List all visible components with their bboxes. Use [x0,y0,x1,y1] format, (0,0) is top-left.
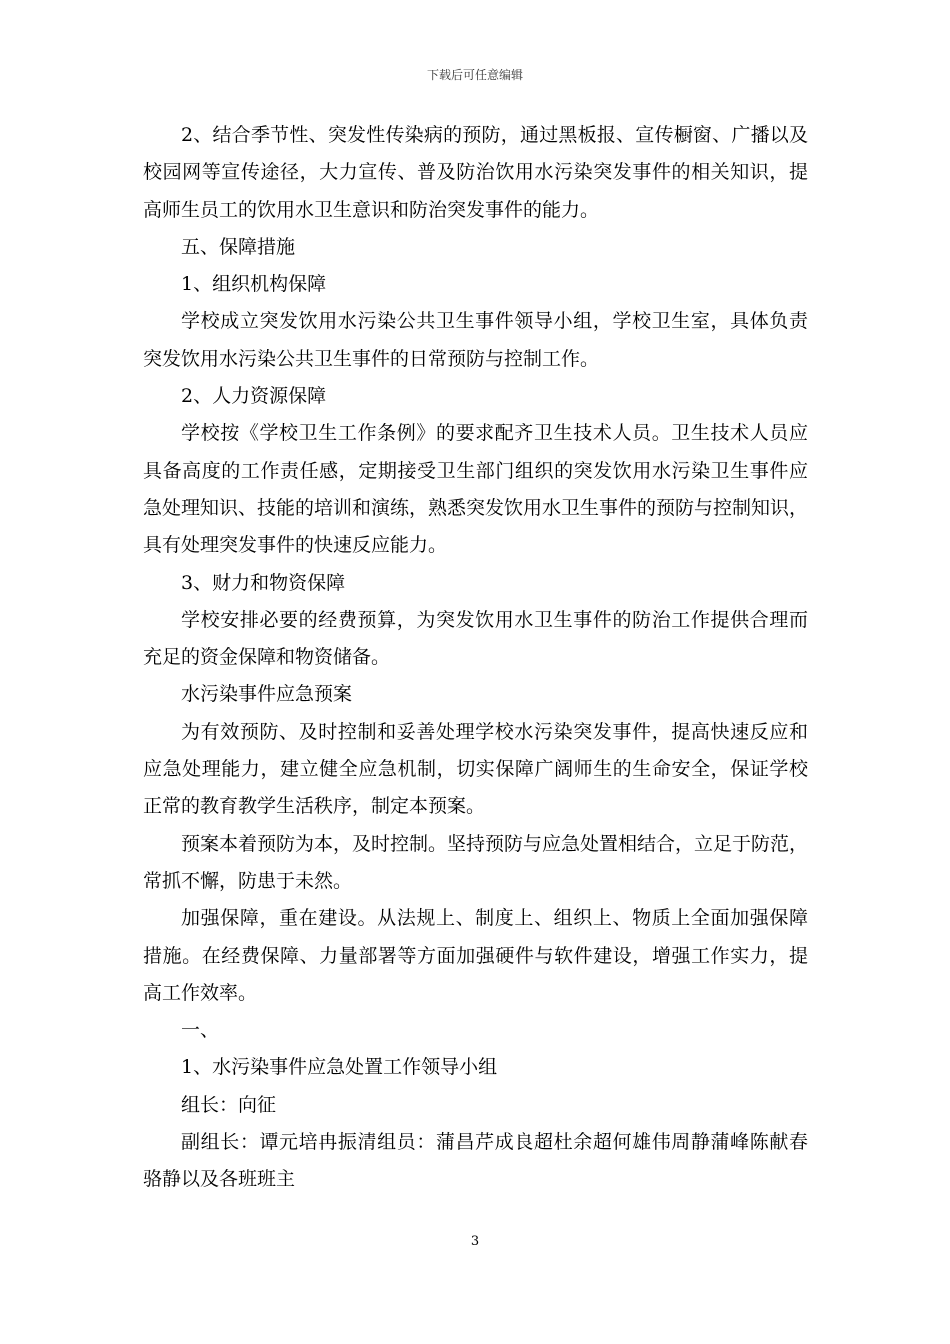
section-heading: 五、保障措施 [181,235,296,258]
paragraph-line: 高工作效率。 [143,981,258,1004]
paragraph-line: 预案本着预防为本，及时控制。坚持预防与应急处置相结合，立足于防范， [181,832,809,855]
subsection-heading: 3、财力和物资保障 [181,571,346,594]
paragraph-line: 具有处理突发事件的快速反应能力。 [143,534,448,557]
page-number: 3 [470,1234,480,1249]
paragraph-line: 加强保障，重在建设。从法规上、制度上、组织上、物质上全面加强保障 [181,907,808,930]
paragraph-line: 组长：向征 [181,1093,277,1116]
paragraph-line: 充足的资金保障和物资储备。 [143,646,391,669]
paragraph-line: 校园网等宣传途径，大力宣传、普及防治饮用水污染突发事件的相关知识，提 [143,161,808,184]
paragraph-line: 正常的教育教学生活秩序，制定本预案。 [143,795,486,818]
subsection-heading: 1、组织机构保障 [181,273,327,296]
subsection-heading: 1、水污染事件应急处置工作领导小组 [181,1056,498,1079]
paragraph-line: 为有效预防、及时控制和妥善处理学校水污染突发事件，提高快速反应和 [181,720,808,743]
section-heading: 一、 [181,1019,220,1042]
paragraph-line: 学校成立突发饮用水污染公共卫生事件领导小组，学校卫生室，具体负责 [181,310,808,333]
page-header: 下载后可任意编辑 [426,68,523,82]
paragraph-line: 措施。在经费保障、力量部署等方面加强硬件与软件建设，增强工作实力，提 [143,944,808,967]
paragraph-line: 学校安排必要的经费预算，为突发饮用水卫生事件的防治工作提供合理而 [181,608,808,631]
paragraph-line: 学校按《学校卫生工作条例》的要求配齐卫生技术人员。卫生技术人员应 [181,422,808,445]
document-subtitle: 水污染事件应急预案 [181,683,353,706]
paragraph-line: 突发饮用水污染公共卫生事件的日常预防与控制工作。 [143,347,600,370]
paragraph-line: 副组长：谭元培冉振清组员：蒲昌芹成良超杜余超何雄伟周静蒲峰陈献春 [181,1131,808,1154]
paragraph-line: 高师生员工的饮用水卫生意识和防治突发事件的能力。 [143,198,600,221]
paragraph-line: 具备高度的工作责任感，定期接受卫生部门组织的突发饮用水污染卫生事件应 [143,459,808,482]
paragraph-line: 骆静以及各班班主 [143,1168,296,1191]
paragraph-line: 常抓不懈，防患于未然。 [143,869,353,892]
subsection-heading: 2、人力资源保障 [181,385,327,408]
paragraph-line: 2、结合季节性、突发性传染病的预防，通过黑板报、宣传橱窗、广播以及 [181,124,808,146]
document-body [143,117,808,1199]
paragraph-line: 应急处理能力，建立健全应急机制，切实保障广阔师生的生命安全，保证学校 [143,758,808,781]
paragraph-line: 急处理知识、技能的培训和演练，熟悉突发饮用水卫生事件的预防与控制知识， [143,496,809,519]
